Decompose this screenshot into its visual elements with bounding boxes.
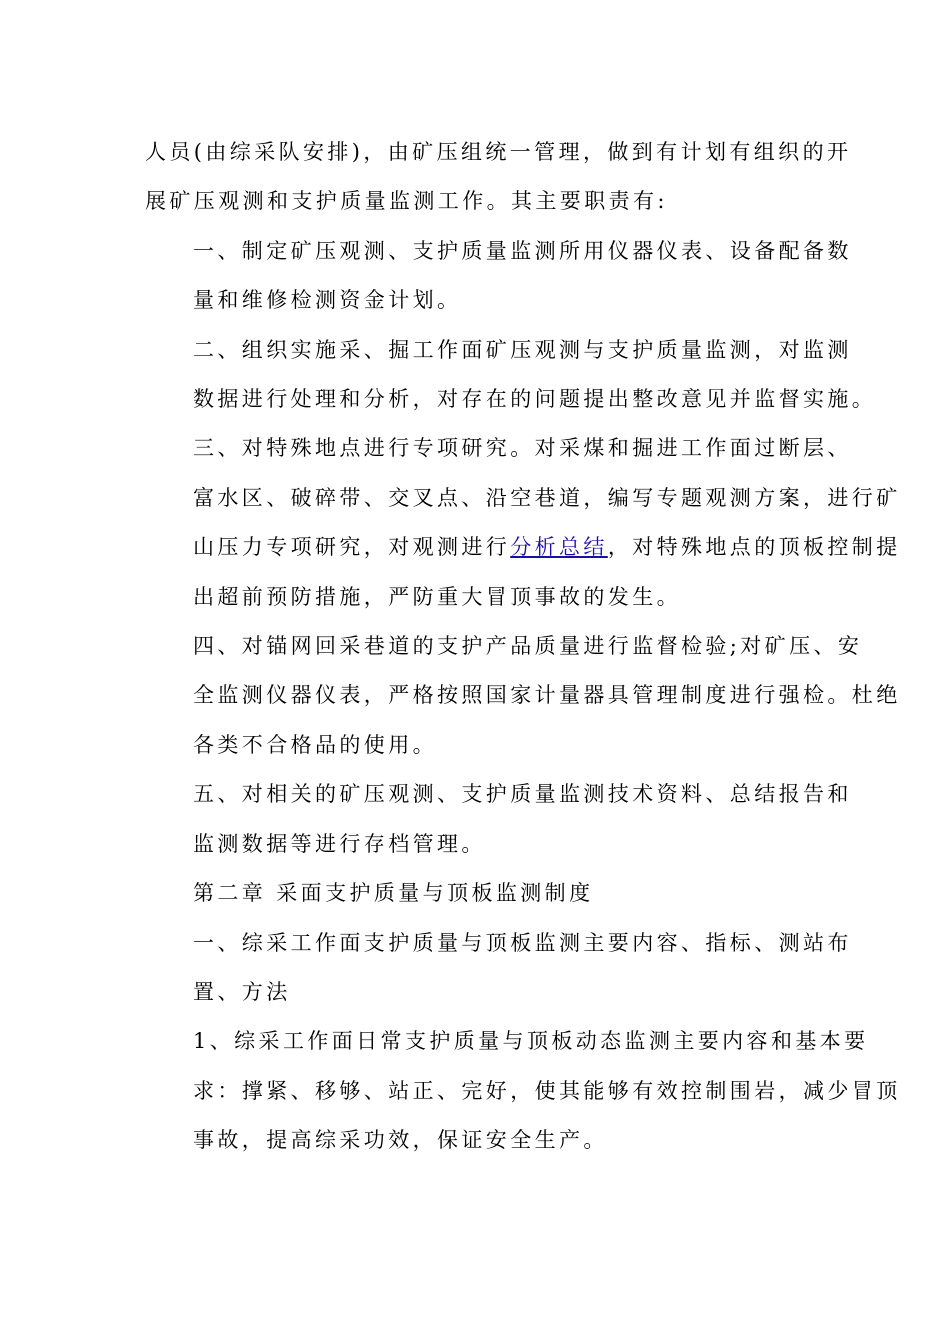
paragraph-item-1 [145, 1017, 901, 1165]
text-line: 全监测仪器仪表，严格按照国家计量器具管理制度进行强检。杜绝 [193, 683, 901, 708]
text-line: 出超前预防措施，严防重大冒顶事故的发生。 [193, 584, 681, 609]
text-line: 人员(由综采队安排)，由矿压组统一管理，做到有计划有组织的开 [145, 140, 852, 164]
paragraph-duty-4 [145, 622, 901, 770]
text-line: 各类不合格品的使用。 [193, 732, 437, 757]
text-line: 一、制定矿压观测、支护质量监测所用仪器仪表、设备配备数 [193, 238, 852, 263]
text-line: 量和维修检测资金计划。 [193, 288, 462, 313]
analysis-summary-link[interactable]: 分析总结 [510, 535, 608, 560]
text-line: 求：撑紧、移够、站正、完好，使其能够有效控制围岩，减少冒顶 [193, 1078, 901, 1103]
text-segment: 山压力专项研究，对观测进行 [193, 535, 511, 560]
text-line: 三、对特殊地点进行专项研究。对采煤和掘进工作面过断层、 [193, 436, 852, 461]
document-page [145, 128, 901, 1166]
text-line: 1、综采工作面日常支护质量与顶板动态监测主要内容和基本要 [193, 1029, 869, 1054]
text-line: 展矿压观测和支护质量监测工作。其主要职责有: [145, 189, 668, 214]
paragraph-section-1 [145, 919, 852, 1018]
text-line: 数据进行处理和分析，对存在的问题提出整改意见并监督实施。 [193, 387, 877, 412]
paragraph-duty-2 [145, 326, 877, 425]
text-line: 四、对锚网回采巷道的支护产品质量进行监督检验;对矿压、安 [193, 634, 863, 659]
text-line: 事故，提高综采功效，保证安全生产。 [193, 1128, 608, 1153]
paragraph-duty-5 [145, 770, 852, 869]
text-line: 二、组织实施采、掘工作面矿压观测与支护质量监测，对监测 [193, 337, 852, 362]
text-line: 置、方法 [193, 979, 291, 1004]
text-segment: ，对特殊地点的顶板控制提 [607, 535, 901, 560]
text-line: 一、综采工作面支护质量与顶板监测主要内容、指标、测站布 [193, 930, 852, 955]
text-line [145, 523, 901, 572]
text-line: 监测数据等进行存档管理。 [193, 831, 486, 856]
paragraph-duty-3 [145, 424, 901, 622]
chapter-heading [145, 869, 810, 918]
text-line: 五、对相关的矿压观测、支护质量监测技术资料、总结报告和 [193, 782, 852, 807]
paragraph-staff-management [145, 128, 852, 227]
paragraph-duty-1 [145, 227, 852, 326]
text-line: 富水区、破碎带、交叉点、沿空巷道，编写专题观测方案，进行矿 [193, 485, 901, 510]
chapter-title: 第二章 采面支护质量与顶板监测制度 [193, 881, 594, 906]
